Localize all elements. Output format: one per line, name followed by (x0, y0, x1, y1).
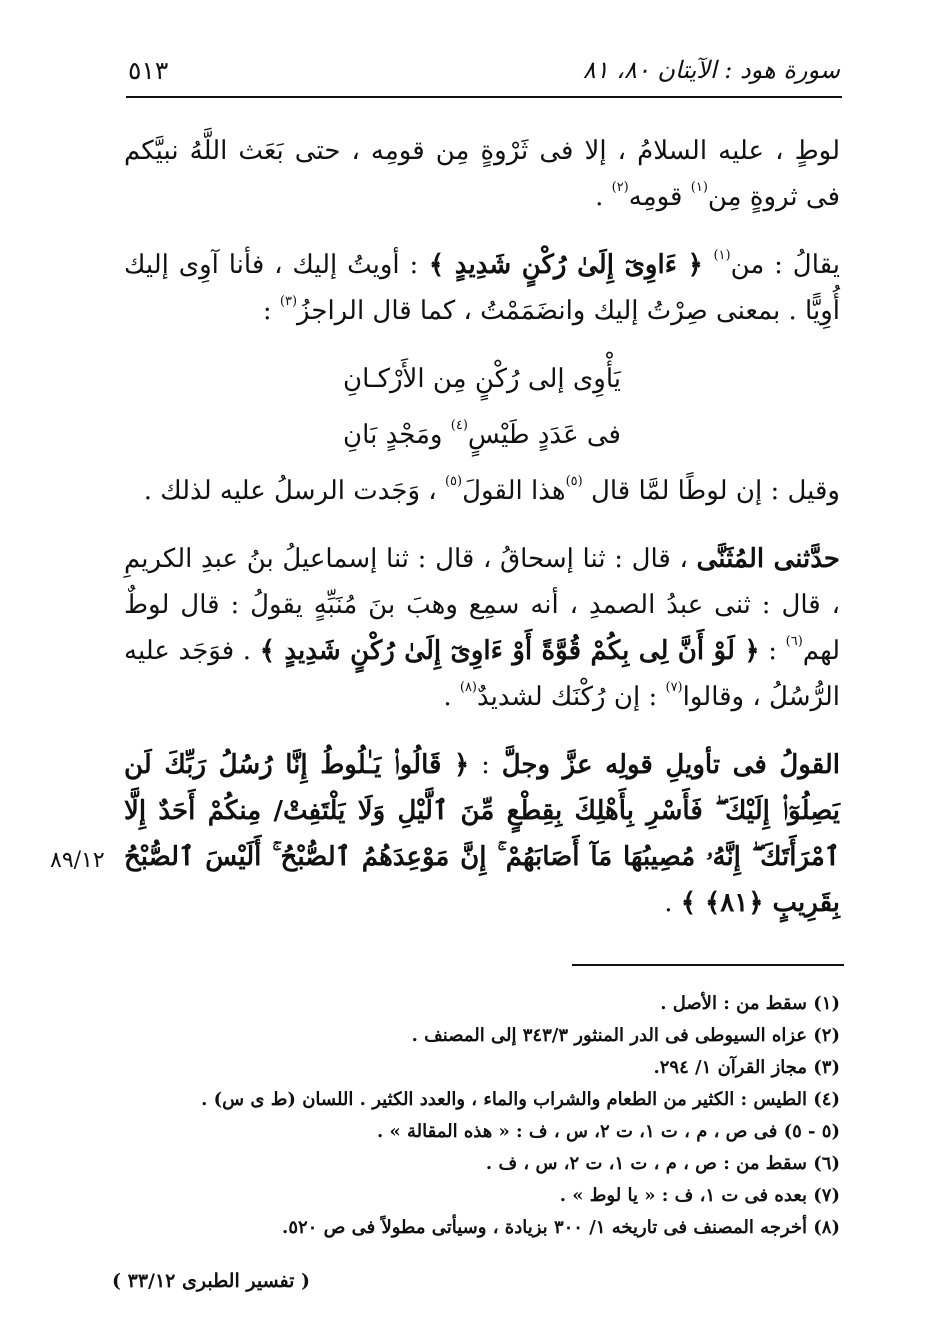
text-run: فى عَدَدٍ طَيْسٍ (467, 420, 621, 450)
footnote: (٣) مجاز القرآن ١/ ٢٩٤. (653, 1057, 840, 1078)
text-run: ومَجْدٍ بَانِ (343, 420, 451, 450)
text-run: يقالُ : من (730, 250, 840, 280)
paragraph-2 (124, 242, 840, 334)
quran-quote: ﴿ ءَاوِىٓ إِلَىٰ رُكْنٍ شَدِيدٍ ﴾ (418, 250, 714, 280)
text-run: . (443, 682, 460, 712)
footnote: (٨) أخرجه المصنف فى تاريخه ١/ ٣٠٠ بزيادة ، وسيأتى مطولاً فى ص ٥٢٠. (282, 1217, 840, 1238)
note-ref: (٦) (785, 634, 803, 649)
header-rule (126, 96, 842, 98)
paragraph-3 (124, 468, 840, 514)
running-header (128, 52, 840, 92)
footnotes (150, 988, 840, 1244)
text-run: هذا القولَ (462, 476, 566, 506)
narrator-name: حدَّثنى المُثَنَّى (696, 544, 840, 574)
note-ref: (٢) (611, 180, 629, 195)
note-ref: (٥) (565, 474, 583, 489)
text-run: لوطٍ ، عليه السلامُ ، إلا فى ثَرْوةٍ مِن قومِه ، حتى بَعَث اللَّهُ نبيَّكم فى ثروةٍ مِن (124, 136, 840, 212)
paragraph-4 (124, 536, 840, 720)
text-run: قومِه (628, 182, 683, 212)
surah-title: سورة هود : الآيتان ٨٠، ٨١ (582, 56, 840, 84)
poetry-verse-1: يَأْوِى إلى رُكْنٍ مِن الأَرْكـانِ (342, 364, 621, 394)
text-run: : إن رُكْنَك لشديدٌ (477, 682, 666, 712)
note-ref: (١) (690, 180, 708, 195)
footnote: (٦) سقط من : ص ، م ، ت ١، ت ٢، س ، ف . (485, 1153, 840, 1174)
footnote: (٢) عزاه السيوطى فى الدر المنثور ٣٤٣/٣ إلى المصنف . (411, 1025, 840, 1046)
main-text (124, 128, 840, 948)
text-run: : (469, 750, 502, 780)
note-ref: (٨) (459, 680, 477, 695)
note-ref: (١) (713, 248, 731, 263)
page-number: ٥١٣ (128, 56, 169, 85)
text-run: وقيل : إن لوطًا لمَّا قال (582, 476, 840, 506)
text-run: ، قال : ثنا إسحاقُ ، قال : ثنا إسماعيلُ بنُ عبدِ الكريمِ ، قال : ثنى عبدُ الصمدِ ، أنه سمِع وهبَ بنَ مُنَبِّهٍ يقولُ : قال لوطٌ لهم (124, 544, 841, 666)
paragraph-1 (124, 128, 840, 220)
section-heading: القولُ فى تأويلِ قولِه عزَّ وجلَّ (501, 750, 840, 780)
text-run: ، وَجَدت الرسلُ عليه لذلك . (143, 476, 445, 506)
footnote: (٤) الطيس : الكثير من الطعام والشراب والماء ، والعدد الكثير . اللسان (ط ى س) . (201, 1089, 840, 1110)
footnote-rule (572, 964, 844, 966)
note-ref: (٧) (665, 680, 683, 695)
volume-tag: ( تفسير الطبرى ٣٣/١٢ ) (112, 1270, 311, 1292)
text-run: . فوَجَد عليه الرُّسُلُ ، وقالوا (124, 636, 840, 712)
margin-reference: ٨٩/١٢ (50, 848, 105, 873)
text-run: . (664, 888, 681, 918)
footnote: (٧) بعده فى ت ١، ف : « يا لوط » . (559, 1185, 840, 1206)
note-ref: (٤) (450, 418, 468, 433)
text-run: : (262, 296, 280, 326)
footnote: (٥ - ٥) فى ص ، م ، ت ١، ت ٢، س ، ف : « هذه المقالة » . (376, 1121, 840, 1142)
text-run: . (595, 182, 612, 212)
note-ref: (٣) (279, 294, 298, 309)
quran-quote: ﴿ قَالُوا۟ يَـٰلُوطُ إِنَّا رُسُلُ رَبِّكَ لَن يَصِلُوٓا۟ إِلَيْكَ ۖ فَأَسْرِ بِأَهْلِكَ بِقِطْعٍ مِّنَ ٱلَّيْلِ وَلَا يَلْتَفِتْ/ مِنكُمْ أَحَدٌ إِلَّا ٱمْرَأَتَكَ ۖ إِنَّهُۥ مُصِيبُهَا مَآ أَصَابَهُمْ ۚ إِنَّ مَوْعِدَهُمُ ٱلصُّبْحُ ۚ أَلَيْسَ ٱلصُّبْحُ بِقَرِيبٍ ﴿٨١﴾ ﴾ (124, 750, 840, 918)
footnote: (١) سقط من : الأصل . (660, 993, 840, 1014)
note-ref: (٥) (444, 474, 463, 489)
paragraph-5 (124, 742, 840, 926)
text-run: : أويتُ إليك ، فأنا آوِى إليك أُوِيًّا . بمعنى صِرْتُ إليك وانضَمَمْتُ ، كما قال الراجزُ (124, 250, 840, 326)
text-run: : (759, 636, 786, 666)
quran-quote: ﴿ لَوْ أَنَّ لِى بِكُمْ قُوَّةً أَوْ ءَاوِىٓ إِلَىٰ رُكْنٍ شَدِيدٍ ﴾ (259, 636, 760, 666)
poetry-verse-2 (124, 412, 840, 458)
